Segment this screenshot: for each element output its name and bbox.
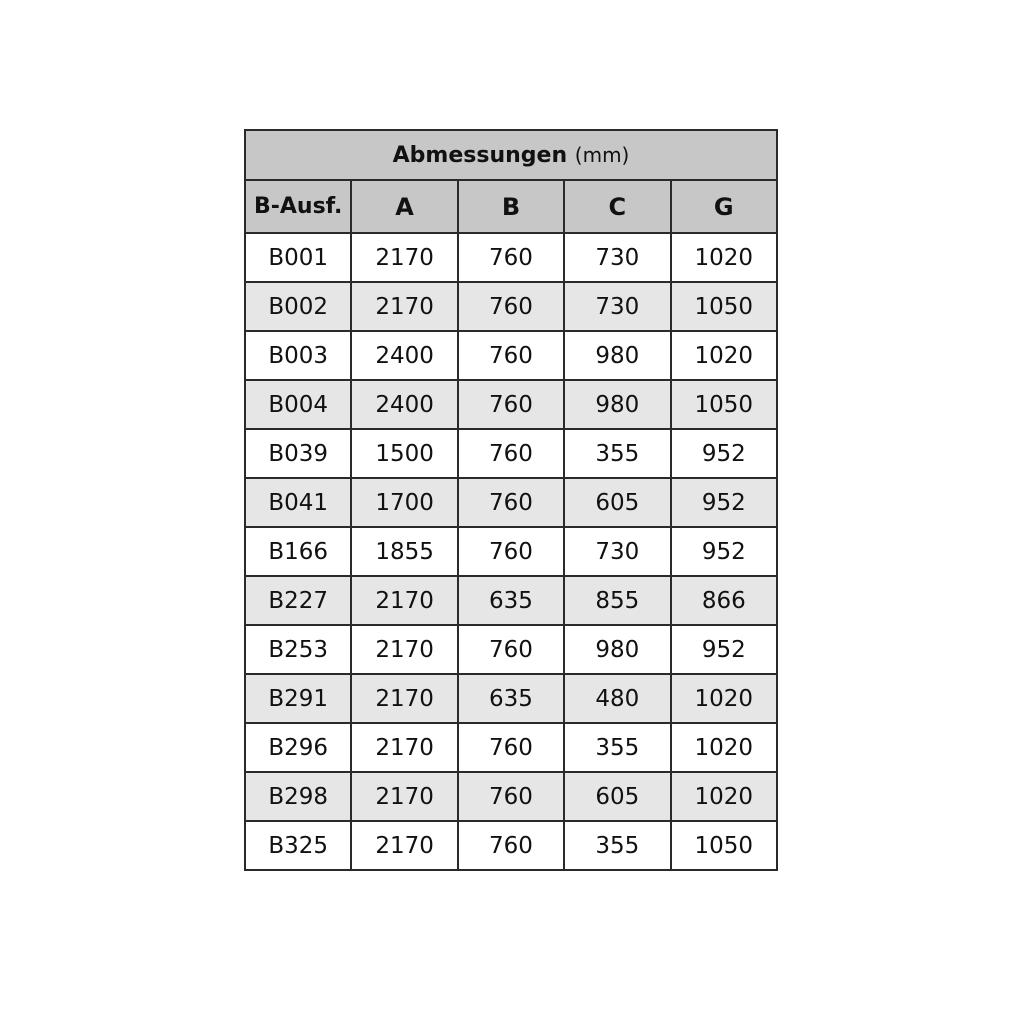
cell-g: 1050	[671, 821, 777, 870]
cell-c: 480	[564, 674, 670, 723]
cell-g: 952	[671, 429, 777, 478]
cell-g: 1020	[671, 233, 777, 282]
cell-a: 1700	[351, 478, 457, 527]
cell-g: 866	[671, 576, 777, 625]
cell-b: 760	[458, 380, 564, 429]
cell-variant: B291	[245, 674, 351, 723]
dimensions-table	[244, 129, 778, 871]
cell-b: 760	[458, 331, 564, 380]
cell-a: 2170	[351, 674, 457, 723]
table-row	[245, 527, 777, 576]
table-row	[245, 576, 777, 625]
cell-c: 980	[564, 331, 670, 380]
cell-c: 355	[564, 429, 670, 478]
cell-c: 605	[564, 478, 670, 527]
cell-a: 2170	[351, 576, 457, 625]
cell-g: 1050	[671, 282, 777, 331]
cell-c: 855	[564, 576, 670, 625]
cell-g: 1020	[671, 674, 777, 723]
cell-variant: B298	[245, 772, 351, 821]
table-row	[245, 429, 777, 478]
cell-a: 2170	[351, 233, 457, 282]
cell-b: 760	[458, 723, 564, 772]
table-row	[245, 772, 777, 821]
cell-a: 2170	[351, 821, 457, 870]
cell-variant: B253	[245, 625, 351, 674]
cell-c: 355	[564, 821, 670, 870]
table-row	[245, 674, 777, 723]
table-row	[245, 821, 777, 870]
table-row	[245, 380, 777, 429]
cell-c: 605	[564, 772, 670, 821]
cell-variant: B039	[245, 429, 351, 478]
cell-variant: B325	[245, 821, 351, 870]
cell-variant: B296	[245, 723, 351, 772]
cell-variant: B003	[245, 331, 351, 380]
table-body	[245, 233, 777, 870]
cell-c: 355	[564, 723, 670, 772]
cell-b: 760	[458, 625, 564, 674]
cell-c: 730	[564, 527, 670, 576]
cell-b: 760	[458, 527, 564, 576]
table-row	[245, 723, 777, 772]
cell-a: 2400	[351, 331, 457, 380]
table-row	[245, 233, 777, 282]
cell-g: 1050	[671, 380, 777, 429]
column-header-g: G	[671, 180, 777, 233]
cell-b: 635	[458, 576, 564, 625]
column-header-c: C	[564, 180, 670, 233]
cell-b: 760	[458, 429, 564, 478]
table-row	[245, 625, 777, 674]
cell-c: 980	[564, 625, 670, 674]
cell-a: 2170	[351, 723, 457, 772]
table-title-row	[245, 130, 777, 180]
cell-a: 2170	[351, 282, 457, 331]
cell-g: 952	[671, 527, 777, 576]
cell-b: 760	[458, 478, 564, 527]
cell-c: 730	[564, 282, 670, 331]
cell-variant: B004	[245, 380, 351, 429]
cell-variant: B227	[245, 576, 351, 625]
cell-g: 1020	[671, 723, 777, 772]
column-header-b: B	[458, 180, 564, 233]
table-title-unit: (mm)	[574, 142, 630, 167]
table-row	[245, 282, 777, 331]
table-row	[245, 478, 777, 527]
cell-g: 1020	[671, 331, 777, 380]
column-header-a: A	[351, 180, 457, 233]
table-title-text: Abmessungen	[392, 142, 568, 168]
cell-b: 635	[458, 674, 564, 723]
cell-variant: B001	[245, 233, 351, 282]
cell-a: 1855	[351, 527, 457, 576]
cell-b: 760	[458, 282, 564, 331]
table-title	[245, 130, 777, 180]
column-header-row	[245, 180, 777, 233]
cell-a: 1500	[351, 429, 457, 478]
column-header-variant: B-Ausf.	[245, 180, 351, 233]
cell-a: 2400	[351, 380, 457, 429]
cell-c: 730	[564, 233, 670, 282]
cell-variant: B041	[245, 478, 351, 527]
cell-g: 952	[671, 625, 777, 674]
cell-b: 760	[458, 772, 564, 821]
cell-g: 952	[671, 478, 777, 527]
cell-b: 760	[458, 233, 564, 282]
table-row	[245, 331, 777, 380]
cell-variant: B166	[245, 527, 351, 576]
cell-a: 2170	[351, 772, 457, 821]
cell-a: 2170	[351, 625, 457, 674]
cell-c: 980	[564, 380, 670, 429]
cell-b: 760	[458, 821, 564, 870]
cell-g: 1020	[671, 772, 777, 821]
cell-variant: B002	[245, 282, 351, 331]
